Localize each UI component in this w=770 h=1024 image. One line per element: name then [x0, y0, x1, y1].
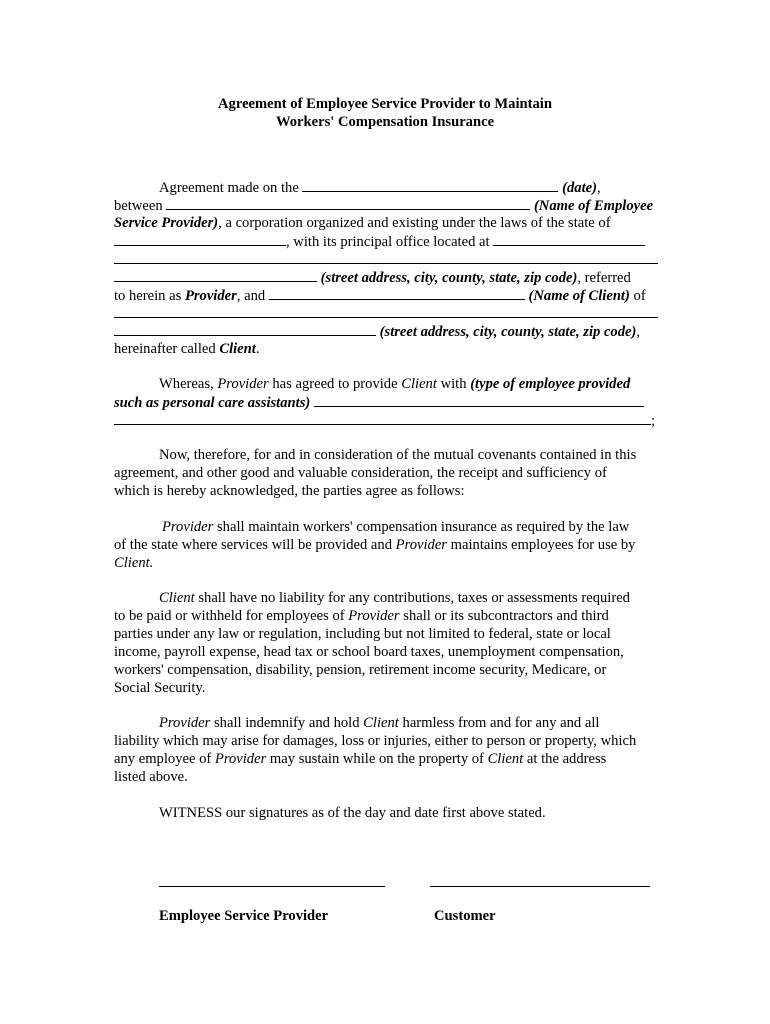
whereas-line-3: ; — [114, 411, 658, 429]
client-line-6: Social Security. — [114, 680, 206, 696]
state-blank[interactable] — [114, 232, 286, 246]
client-address-blank[interactable] — [114, 304, 658, 318]
whereas-paragraph — [114, 375, 658, 429]
now-therefore-line-1: Now, therefore, for and in consideration of the mutual covenants contained in this — [159, 447, 637, 463]
whereas-line-1: Whereas, Provider has agreed to provide Client with (type of employee provided — [159, 376, 631, 392]
witness-line: WITNESS our signatures as of the day and date first above stated. — [159, 805, 546, 821]
indemnify-paragraph — [114, 714, 658, 786]
office-address-blank-2[interactable] — [114, 250, 658, 264]
provider-line-3: Client. — [114, 555, 154, 571]
intro-line-1: Agreement made on the (date), — [159, 180, 601, 196]
indemnify-line-1: Provider shall indemnify and hold Client harmless from and for any and all — [159, 715, 600, 731]
intro-paragraph — [114, 178, 658, 358]
whereas-line-2: such as personal care assistants) — [114, 393, 658, 411]
provider-name-blank[interactable] — [166, 196, 530, 210]
indemnify-line-3: any employee of Provider may sustain while on the property of Client at the address — [114, 751, 607, 767]
customer-signature-line[interactable] — [430, 886, 650, 887]
provider-signature-line[interactable] — [159, 886, 385, 887]
client-line-1: Client shall have no liability for any contributions, taxes or assessments required — [159, 590, 630, 606]
intro-line-2: between (Name of Employee — [114, 198, 654, 214]
office-address-blank-3[interactable] — [114, 268, 317, 282]
title-line-2: Workers' Compensation Insurance — [275, 114, 495, 130]
document-title — [0, 95, 770, 131]
employee-type-blank-2[interactable] — [114, 411, 651, 425]
intro-line-9: (street address, city, county, state, zip code), — [114, 322, 658, 340]
title-line-1: Agreement of Employee Service Provider to Maintain — [218, 96, 552, 112]
indemnify-line-2: liability which may arise for damages, loss or injuries, either to person or property, which — [114, 733, 637, 749]
client-line-5: workers' compensation, disability, pension, retirement income security, Medicare, or — [114, 662, 607, 678]
witness-paragraph — [114, 804, 658, 822]
provider-paragraph — [114, 518, 658, 572]
provider-line-1: Provider shall maintain workers' compensation insurance as required by the law — [162, 519, 630, 535]
office-address-blank[interactable] — [493, 232, 645, 246]
client-line-3: parties under any law or regulation, including but not limited to federal, state or local — [114, 626, 611, 642]
indemnify-line-4: listed above. — [114, 769, 188, 785]
client-address-blank-2[interactable] — [114, 322, 376, 336]
provider-signature-label: Employee Service Provider — [159, 908, 329, 924]
employee-type-blank[interactable] — [314, 393, 644, 407]
intro-line-8 — [114, 304, 658, 322]
client-paragraph — [114, 589, 658, 697]
intro-line-4: , with its principal office located at — [114, 232, 658, 250]
now-therefore-line-2: agreement, and other good and valuable consideration, the receipt and sufficiency of — [114, 465, 607, 481]
provider-line-2: of the state where services will be provided and Provider maintains employees for use by — [114, 537, 636, 553]
date-blank[interactable] — [302, 178, 558, 192]
customer-signature-label: Customer — [434, 908, 496, 924]
intro-line-10: hereinafter called Client. — [114, 341, 260, 357]
intro-line-7: to herein as Provider, and (Name of Client) of — [114, 288, 646, 304]
client-line-4: income, payroll expense, head tax or school board taxes, unemployment compensation, — [114, 644, 624, 660]
client-name-blank[interactable] — [269, 286, 525, 300]
intro-line-3: Service Provider), a corporation organized and existing under the laws of the state of — [114, 215, 611, 231]
client-line-2: to be paid or withheld for employees of Provider shall or its subcontractors and third — [114, 608, 609, 624]
now-therefore-line-3: which is hereby acknowledged, the parties agree as follows: — [114, 483, 465, 499]
intro-line-5 — [114, 250, 658, 268]
now-therefore-paragraph — [114, 446, 658, 500]
intro-line-6: (street address, city, county, state, zip code), referred — [114, 268, 658, 286]
